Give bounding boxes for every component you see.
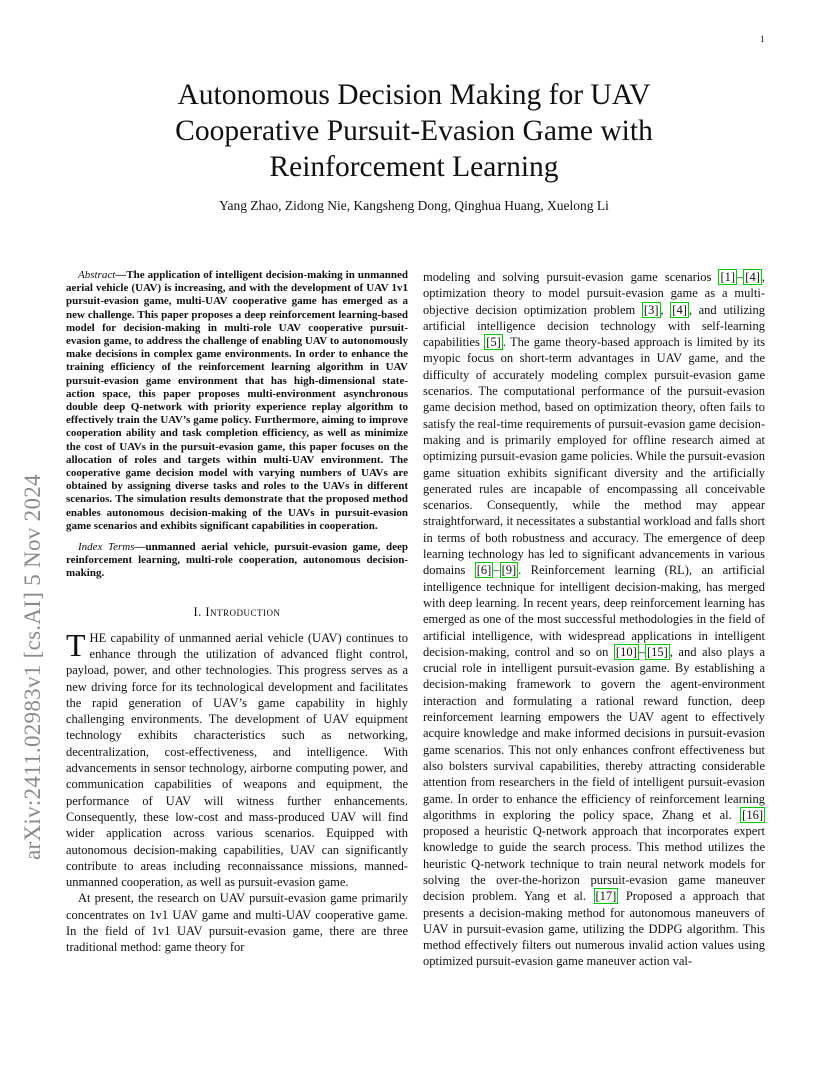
text-run: proposed a heuristic Q-network approach that incorporates expert knowledge to guide the search process. This method utilizes the heuristic Q-network technique to train neural network models for solving the over-the-horizon pursuit-evasion game maneuver decision problem. Yang et al. xyxy=(423,824,765,904)
index-terms-label: Index Terms xyxy=(78,541,135,554)
text-run: Proposed a approach that presents a decision-making method for autonomous maneuvers of UAV in pursuit-evasion game, utilizing the DDPG algorithm. This method effectively filters out numerous invalid action values using optimized pursuit-evasion game maneuver action val- xyxy=(423,889,765,969)
text-run: . The game theory-based approach is limited by its myopic focus on short-term advantages in UAV game, and the difficulty of accurately modeling complex pursuit-evasion game scenarios. The computational performance of the pursuit-evasion game decision method, based on optimization theory, often fails to satisfy the real-time requirements of pursuit-evasion game decision-making and is primarily employed for offline research aimed at optimizing pursuit-evasion game policies. While the pursuit-evasion game situation exhibits significant diversity and the artificially generated rules are incapable of encompassing all conceivable scenarios. Consequently, while the method may appear straightforward, it necessitates a substantial workload and falls short in terms of both robustness and accuracy. The emergence of deep learning technology has led to significant advancements in various domains xyxy=(423,335,765,578)
text-run: . Reinforcement learning (RL), an artificial intelligence technique for intelligent decision-making, has merged with deep learning. In recent years, deep reinforcement learning has emerged as one of the most successful methodologies in the field of artificial intelligence, with widespread applications in intelligent decision-making, control and so on xyxy=(423,563,765,659)
citation-link[interactable]: [17] xyxy=(595,889,617,904)
text-run: , xyxy=(660,302,671,317)
left-column xyxy=(66,269,408,956)
citation-link[interactable]: [5] xyxy=(486,335,501,350)
section-heading-introduction: I. Introduction xyxy=(193,604,281,619)
intro-paragraph-2-continued xyxy=(423,269,765,970)
citation-link[interactable]: [3] xyxy=(643,302,659,317)
text-run: , and utilizing artificial intelligence decision technology with self-learning capabilities xyxy=(423,302,765,350)
intro-paragraph-2: At present, the research on UAV pursuit-evasion game primarily concentrates on 1v1 UAV game and multi-UAV cooperative game. In the field of 1v1 UAV pursuit-evasion game, there are three traditional method: game theory for xyxy=(66,891,408,955)
intro-paragraph-1-text: HE capability of unmanned aerial vehicle (UAV) continues to enhance through the utilization of advanced flight control, payload, power, and other technologies. This progress serves as a new driving force for its technological development and facilitates the rapid generation of UAV’s game capability in highly challenging environments. The development of UAV equipment technology exhibits characteristics such as networking, decentralization, cost-effectiveness, and intelligence. With advancements in sensor technology, airborne computing power, and communication capabilities of weapons and equipment, the performance of UAV will witness further enhancements. Consequently, these low-cost and mass-produced UAV will find wider application across various scenarios. Equipped with autonomous decision-making capabilities, UAV can significantly contribute to areas including reconnaissance missions, manned-unmanned cooperation, as well as pursuit-evasion game. xyxy=(66,630,408,890)
right-column xyxy=(423,269,765,970)
text-run: – xyxy=(493,563,500,578)
citation-link[interactable]: [16] xyxy=(742,807,763,822)
citation-link[interactable]: [10] xyxy=(615,644,637,659)
author-list: Yang Zhao, Zidong Nie, Kangsheng Dong, Qinghua Huang, Xuelong Li xyxy=(219,198,609,213)
text-run: – xyxy=(638,644,645,659)
drop-cap: T xyxy=(66,626,86,663)
text-run: modeling and solving pursuit-evasion game scenarios xyxy=(423,270,719,284)
index-terms xyxy=(66,541,408,581)
citation-link[interactable]: [15] xyxy=(647,644,668,659)
page-number: 1 xyxy=(760,34,765,44)
abstract-label: Abstract xyxy=(78,269,116,281)
citation-link[interactable]: [4] xyxy=(745,270,760,284)
text-run: , optimization theory to model pursuit-evasion game as a multi-objective decision optimization problem xyxy=(423,270,765,317)
citation-link[interactable]: [1] xyxy=(720,270,736,284)
intro-paragraph-1 xyxy=(66,626,408,891)
citation-link[interactable]: [4] xyxy=(672,302,687,317)
arxiv-identifier: arXiv:2411.02983v1 [cs.AI] 5 Nov 2024 xyxy=(20,474,45,860)
abstract xyxy=(66,269,408,533)
citation-link[interactable]: [9] xyxy=(501,563,517,578)
text-run: , and also plays a crucial role in intelligent pursuit-evasion game. By establishing a decision-making framework to govern the agent-environment interaction and formulating a rational reward function, deep reinforcement learning empowers the UAV agent to effectively acquire knowledge and make informed decisions in pursuit-evasion game scenarios. This not only enhances confront effectiveness but also bolsters survival capabilities, thereby attracting considerable attention from researchers in the field of intelligent pursuit-evasion game. In order to enhance the efficiency of reinforcement learning algorithms in exploring the policy space, Zhang et al. xyxy=(423,644,765,822)
index-terms-text: —unmanned aerial vehicle, pursuit-evasion game, deep reinforcement learning, multi-role cooperation, autonomous decision-making. xyxy=(66,541,408,580)
text-run: – xyxy=(737,270,744,284)
abstract-text: —The application of intelligent decision-making in unmanned aerial vehicle (UAV) is increasing, and with the development of UAV 1v1 pursuit-evasion game, multi-UAV cooperative game has emerged as a new challenge. This paper proposes a deep reinforcement learning-based model for decision-making in multi-role UAV cooperative pursuit-evasion game, to address the challenge of enabling UAV to autonomously make decisions in complex game environments. In order to enhance the training efficiency of the reinforcement learning algorithm in UAV pursuit-evasion game environment that has high-dimensional state-action space, this paper proposes multi-environment asynchronous double deep Q-network with priority experience replay algorithm to effectively train the UAV’s game policy. Furthermore, aiming to improve cooperation ability and task completion efficiency, as well as minimize the cost of UAVs in the pursuit-evasion game, this paper focuses on the allocation of roles and targets within multi-UAV environment. The cooperative game decision model with varying numbers of UAVs are obtained by assigning diverse tasks and roles to the UAVs in different scenarios. The simulation results demonstrate that the proposed method enables autonomous decision-making of the UAVs in pursuit-evasion game scenarios and exhibits significant capabilities in cooperation. xyxy=(66,269,408,532)
paper-title: Autonomous Decision Making for UAV Cooperative Pursuit-Evasion Game with Reinforcement Learning xyxy=(175,79,653,183)
citation-link[interactable]: [6] xyxy=(476,563,492,578)
